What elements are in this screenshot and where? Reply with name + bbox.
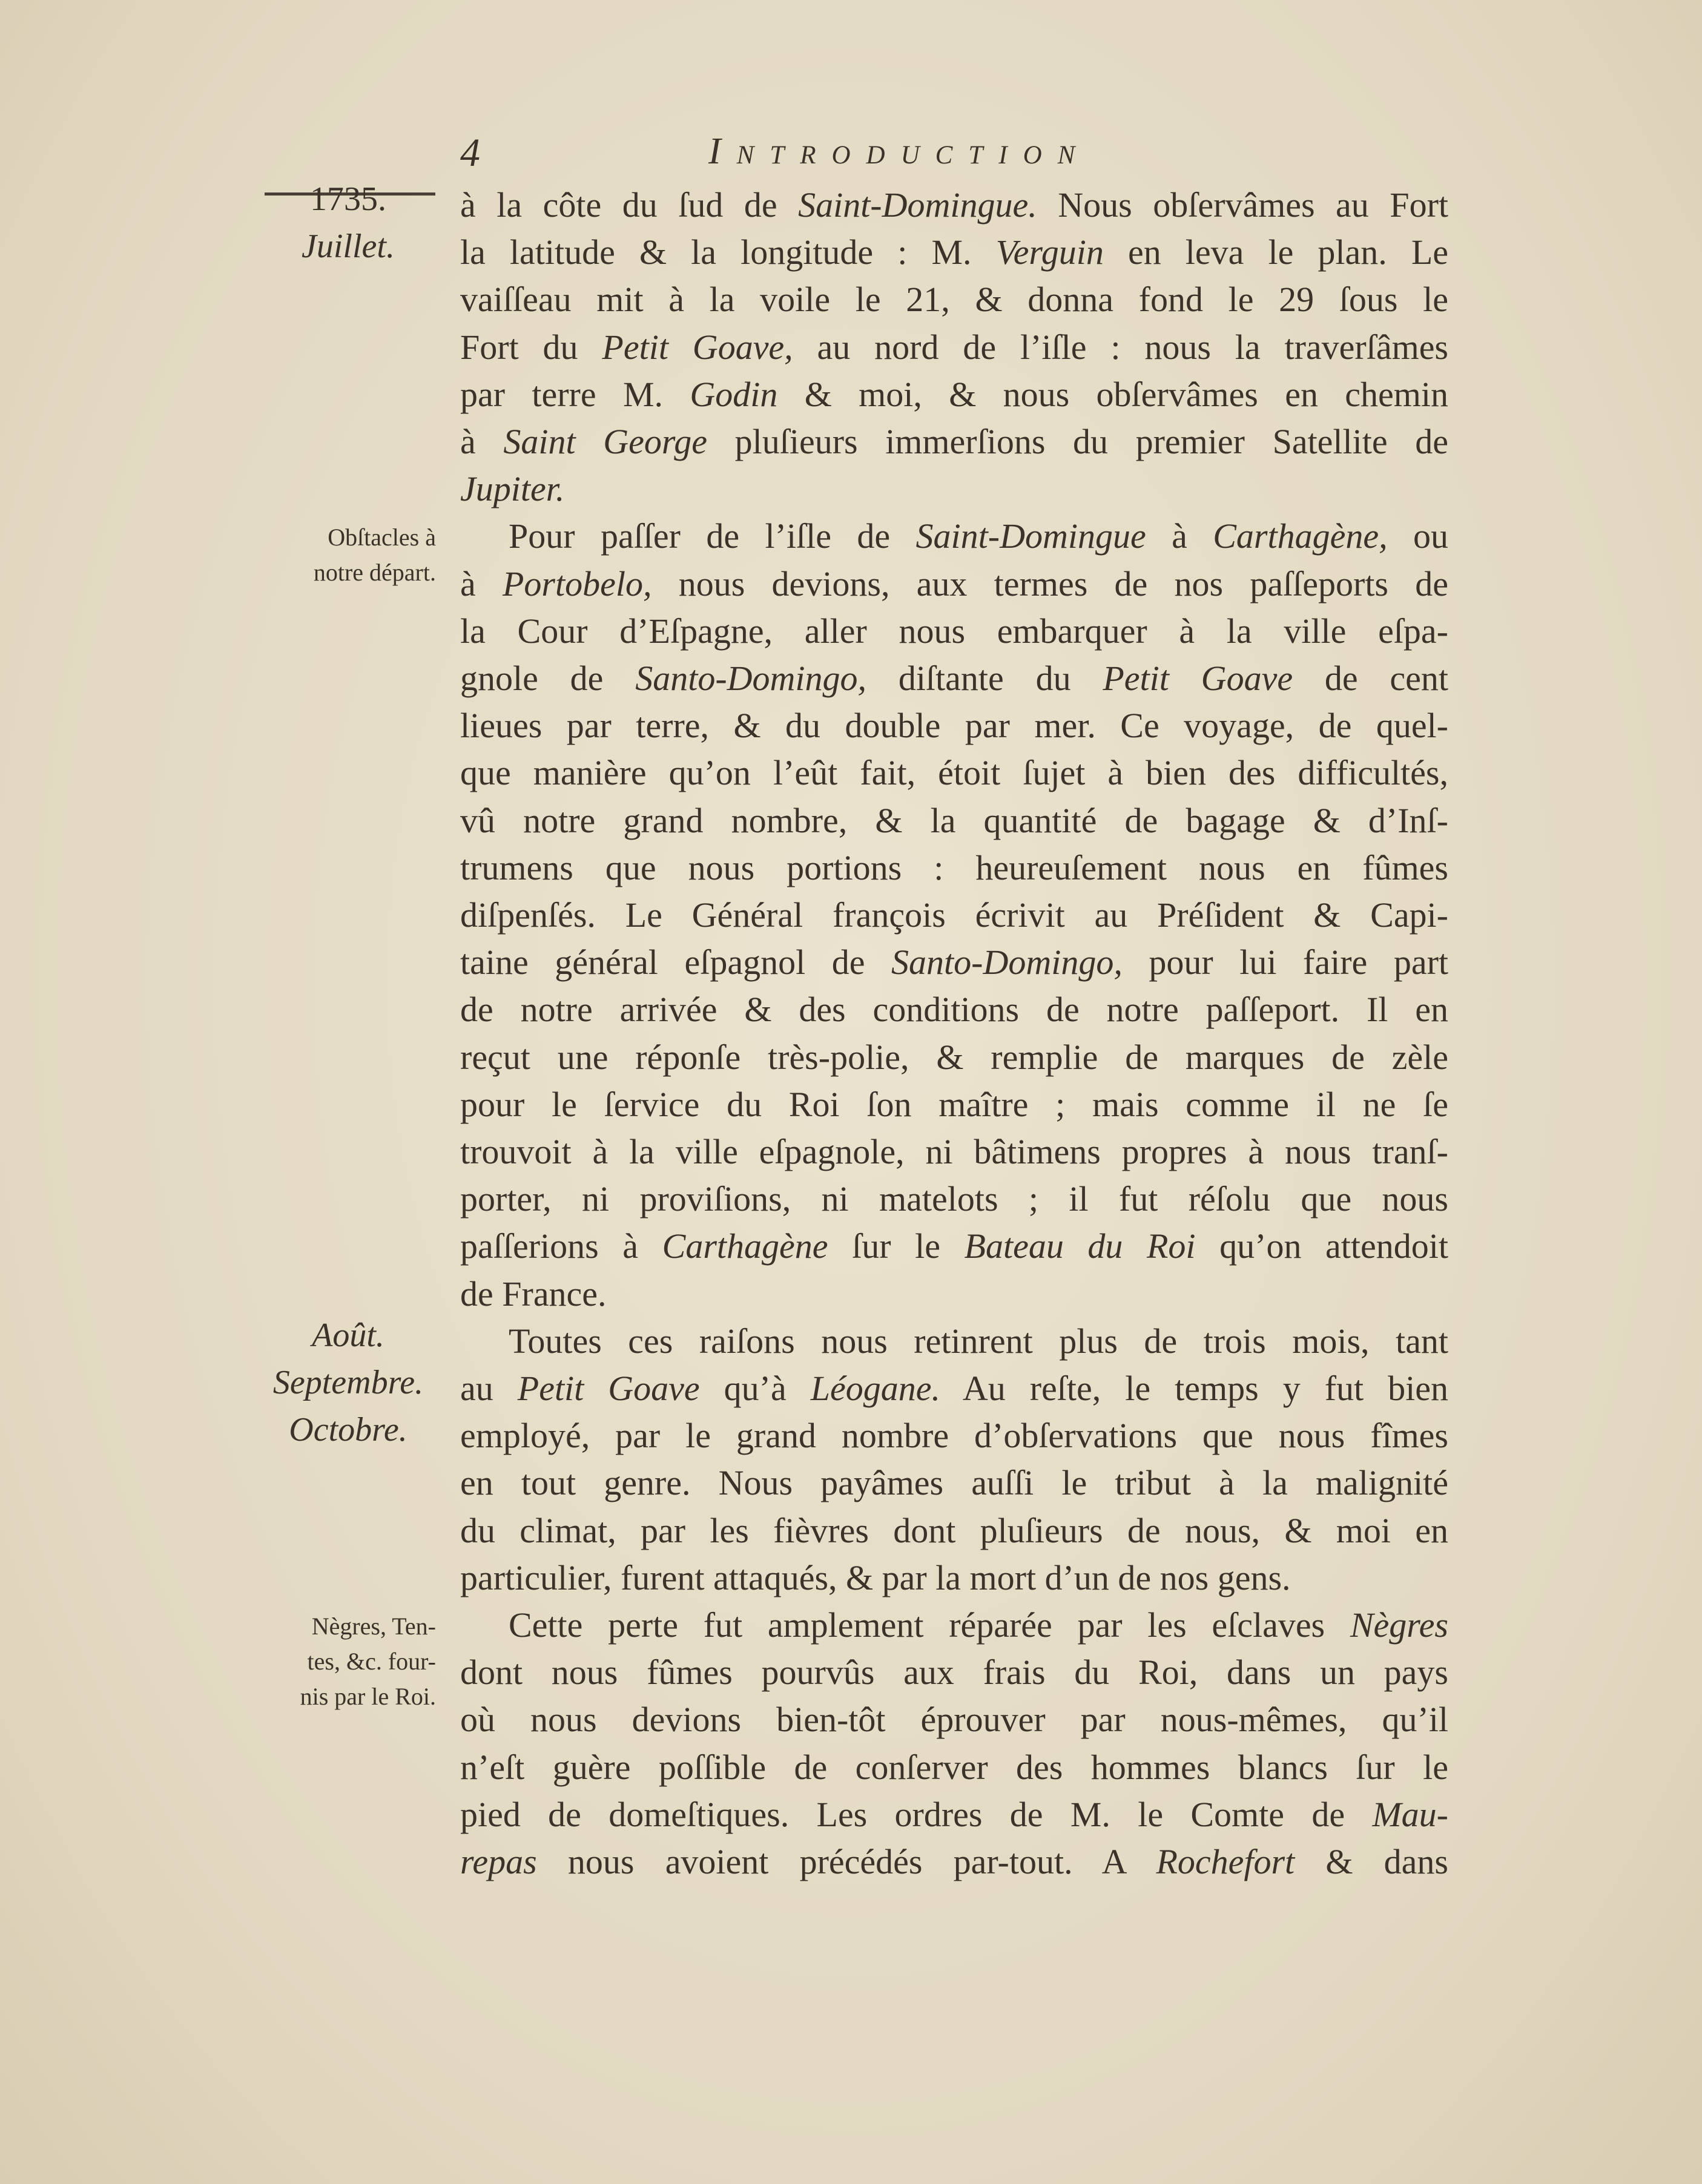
text-line: [460, 1081, 1448, 1128]
margin-note: notre départ.: [313, 559, 436, 587]
text-line: [460, 1459, 1448, 1507]
text-segment: gnole de: [460, 659, 636, 698]
text-segment: vaiſſeau mit à la voile le 21, & donna fond le 29 ſous le: [460, 280, 1448, 320]
text-segment: à: [460, 422, 504, 461]
text-line: [460, 182, 1448, 229]
italic-text: Léogane.: [810, 1369, 941, 1408]
text-line: [460, 276, 1448, 323]
text-line: [460, 1602, 1448, 1649]
text-segment: en tout genre. Nous payâmes auſſi le tribut à la malignité: [460, 1463, 1448, 1503]
text-segment: la Cour d’Eſpagne, aller nous embarquer à la ville eſpa-: [460, 611, 1448, 651]
margin-note: Octobre.: [289, 1411, 407, 1449]
text-segment: Fort du: [460, 327, 602, 367]
text-segment: employé, par le grand nombre d’obſervations que nous fîmes: [460, 1416, 1448, 1456]
text-segment: par terre M.: [460, 374, 690, 414]
text-segment: à: [1146, 516, 1213, 556]
margin-note: Obſtacles à: [328, 524, 436, 551]
text-line: [460, 1696, 1448, 1743]
text-segment: pour lui faire part: [1122, 942, 1448, 982]
italic-text: Bateau du Roi: [964, 1226, 1196, 1266]
text-line: [460, 797, 1448, 844]
margin-note: Juillet.: [302, 228, 395, 266]
text-segment: au: [460, 1369, 518, 1408]
text-segment: dont nous fûmes pourvûs aux frais du Roi, dans un pays: [460, 1653, 1448, 1692]
text-line: [460, 1507, 1448, 1554]
text-line: [460, 1791, 1448, 1838]
text-segment: taine général eſpagnol de: [460, 942, 892, 982]
text-line: [460, 1365, 1448, 1412]
text-segment: porter, ni proviſions, ni matelots ; il fut réſolu que nous: [460, 1179, 1448, 1219]
text-segment: trouvoit à la ville eſpagnole, ni bâtimens propres à nous tranſ-: [460, 1132, 1448, 1171]
text-line: [460, 324, 1448, 371]
italic-text: Petit Goave: [1103, 659, 1293, 698]
italic-text: Petit Goave: [517, 1369, 700, 1408]
text-line: [460, 749, 1448, 797]
text-segment: où nous devions bien-tôt éprouver par nous-mêmes, qu’il: [460, 1700, 1448, 1740]
italic-text: Saint George: [503, 422, 707, 461]
text-segment: pied de domeſtiques. Les ordres de M. le Comte de: [460, 1794, 1373, 1834]
text-line: [460, 513, 1448, 560]
text-segment: Pour paſſer de l’iſle de: [509, 516, 916, 556]
text-line: [460, 986, 1448, 1033]
text-segment: nous devions, aux termes de nos paſſeports de: [651, 564, 1448, 604]
text-segment: & dans: [1295, 1842, 1448, 1881]
italic-text: Verguin: [995, 232, 1104, 272]
text-line: [460, 561, 1448, 608]
text-segment: pour le ſervice du Roi ſon maître ; mais comme il ne ſe: [460, 1084, 1448, 1124]
text-line: [460, 1412, 1448, 1459]
text-segment: à la côte du ſud de: [460, 185, 799, 225]
margin-note: nis par le Roi.: [300, 1683, 436, 1710]
text-segment: paſſerions à: [460, 1226, 662, 1266]
text-line: [460, 418, 1448, 465]
text-segment: lieues par terre, & du double par mer. Ce voyage, de quel-: [460, 706, 1448, 746]
text-segment: du climat, par les fièvres dont pluſieurs de nous, & moi en: [460, 1510, 1448, 1550]
running-header: [460, 130, 1211, 185]
text-segment: particulier, furent attaqués, & par la mort d’un de nos gens.: [460, 1557, 1291, 1597]
text-segment: qu’on attendoit: [1195, 1226, 1448, 1266]
text-segment: pluſieurs immerſions du premier Satellite de: [707, 422, 1448, 461]
italic-text: Godin: [690, 374, 778, 414]
italic-text: Portobelo,: [502, 564, 652, 604]
text-line: [460, 1176, 1448, 1223]
italic-text: Santo-Domingo,: [891, 942, 1123, 982]
italic-text: Saint-Domingue: [915, 516, 1146, 556]
italic-text: Jupiter.: [460, 469, 565, 509]
text-segment: Cette perte fut amplement réparée par les eſclaves: [509, 1605, 1350, 1645]
text-line: [460, 1318, 1448, 1365]
text-segment: la latitude & la longitude : M.: [460, 232, 996, 272]
text-segment: reçut une réponſe très-polie, & remplie de marques de zèle: [460, 1037, 1448, 1077]
text-segment: & moi, & nous obſervâmes en chemin: [777, 374, 1448, 414]
italic-text: Rochefort: [1156, 1842, 1295, 1881]
text-segment: à: [460, 564, 503, 604]
text-line: [460, 1271, 1448, 1318]
text-line: [460, 371, 1448, 418]
text-line: [460, 844, 1448, 892]
text-line: [460, 1034, 1448, 1081]
text-line: [460, 939, 1448, 986]
text-segment: de notre arrivée & des conditions de notre paſſeport. Il en: [460, 990, 1448, 1030]
text-line: [460, 702, 1448, 749]
italic-text: Petit Goave,: [602, 327, 793, 367]
margin-note: Nègres, Ten-: [311, 1613, 436, 1640]
page-number: 4: [460, 131, 480, 175]
italic-text: Mau-: [1372, 1794, 1448, 1834]
text-segment: vû notre grand nombre, & la quantité de bagage & d’Inſ-: [460, 800, 1448, 840]
text-segment: au nord de l’iſle : nous la traverſâmes: [793, 327, 1449, 367]
margin-note: Août.: [312, 1316, 384, 1354]
text-segment: ou: [1387, 516, 1448, 556]
italic-text: Carthagène,: [1213, 516, 1388, 556]
text-segment: diſpenſés. Le Général françois écrivit au Préſident & Capi-: [460, 895, 1448, 935]
italic-text: Nègres: [1350, 1605, 1448, 1645]
text-segment: de cent: [1293, 659, 1448, 698]
text-segment: ſur le: [828, 1226, 965, 1266]
italic-text: Carthagène: [662, 1226, 828, 1266]
text-line: [460, 229, 1448, 276]
text-line: [460, 1744, 1448, 1791]
text-segment: n’eſt guère poſſible de conſerver des hommes blancs ſur le: [460, 1747, 1448, 1787]
text-segment: Au reſte, le temps y fut bien: [940, 1369, 1449, 1408]
text-line: [460, 1838, 1448, 1886]
italic-text: repas: [460, 1842, 537, 1881]
text-segment: que manière qu’on l’eût fait, étoit ſujet à bien des difficultés,: [460, 753, 1448, 793]
text-line: [460, 1554, 1448, 1602]
running-title: Introduction: [708, 131, 1091, 172]
text-line: [460, 1649, 1448, 1696]
text-segment: de France.: [460, 1274, 607, 1314]
text-line: [460, 1128, 1448, 1176]
text-segment: diſtante du: [866, 659, 1103, 698]
text-line: [460, 892, 1448, 939]
text-line: [460, 608, 1448, 655]
text-segment: nous avoient précédés par-tout. A: [536, 1842, 1156, 1881]
text-segment: qu’à: [699, 1369, 811, 1408]
text-line: [460, 1223, 1448, 1270]
italic-text: Santo-Domingo,: [635, 659, 867, 698]
text-segment: Toutes ces raiſons nous retinrent plus de trois mois, tant: [509, 1321, 1448, 1361]
text-segment: Nous obſervâmes au Fort: [1037, 185, 1448, 225]
margin-note: 1735.: [310, 180, 386, 218]
italic-text: Saint-Domingue.: [798, 185, 1037, 225]
text-line: [460, 655, 1448, 702]
text-segment: en leva le plan. Le: [1103, 232, 1448, 272]
text-segment: trumens que nous portions : heureuſement nous en fûmes: [460, 847, 1448, 887]
margin-note: Septembre.: [272, 1364, 424, 1401]
text-line: [460, 465, 1448, 513]
margin-note: tes, &c. four-: [307, 1648, 436, 1675]
